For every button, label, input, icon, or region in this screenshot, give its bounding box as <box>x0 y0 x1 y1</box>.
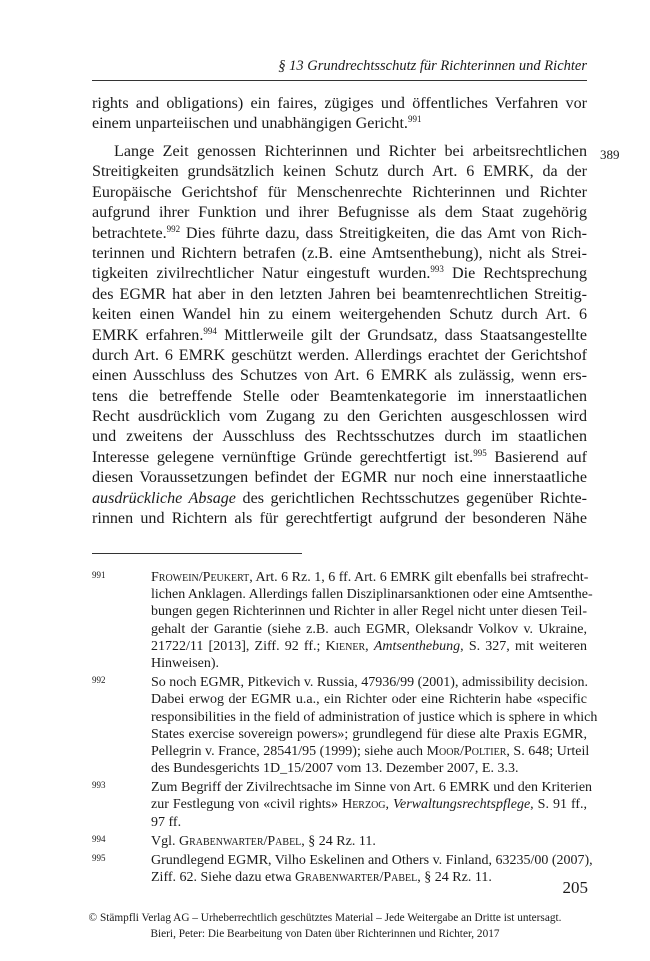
text-line: Recht ausdrücklich vom Zugang zu den Gerichten ausgeschlossen wird <box>92 408 587 426</box>
footnote-separator <box>92 553 302 554</box>
footnote-line: States exercise sovereign powers»; grundlegend für diese alte Praxis EGMR, <box>151 726 587 742</box>
footnote-line: Grundlegend EGMR, Vilho Eskelinen and Others v. Finland, 63235/00 (2007), <box>151 853 593 868</box>
text-line: Streitigkeiten grundsätzlich keinen Schutz durch Art. 6 EMRK, da der <box>92 163 587 181</box>
footnote-line: Ziff. 62. Siehe dazu etwa Grabenwarter/Pabel, § 24 Rz. 11. <box>151 870 492 886</box>
footnote-line: des Bundesgerichts 1D_15/2007 vom 13. Dezember 2007, E. 3.3. <box>151 761 519 777</box>
text-line: Lange Zeit genossen Richterinnen und Richter bei arbeitsrechtlichen <box>114 143 587 160</box>
text-line: betrachtete.$^{992}$ Dies führte dazu, dass Streitigkeiten, die das Amt von Rich- <box>92 223 587 242</box>
footnote-line: zur Festlegung von «civil rights» Herzog, Verwaltungsrechtspflege, S. 91 ff., <box>151 797 588 813</box>
footnote-line: Zum Begriff der Zivilrechtsache im Sinne von Art. 6 EMRK und den Kriterien <box>151 780 593 796</box>
text-line: ausdrückliche Absage des gerichtlichen Rechtsschutzes gegenüber Richte- <box>92 489 588 507</box>
footnote-995 <box>92 852 593 886</box>
footnote-line: So noch EGMR, Pitkevich v. Russia, 47936/99 (2001), admissibility decision. <box>151 675 588 691</box>
footnote-number: 993 <box>92 780 106 791</box>
footnote-line: Pellegrin v. France, 28541/95 (1999); siehe auch Moor/Poltier, S. 648; Urteil <box>151 743 590 759</box>
footnote-line: Dabei erwog der EGMR u.a., ein Richter oder eine Richterin habe «specific <box>151 692 587 708</box>
text-line: EMRK erfahren.$^{994}$ Mittlerweile gilt der Grundsatz, dass Staatsangestellte <box>92 325 588 344</box>
margin-number: 389 <box>600 147 620 162</box>
text-line: Europäische Gerichtshof für Menschenrechte Richterinnen und Richter <box>92 183 587 201</box>
text-line: rights and obligations) ein faires, zügiges und öffentliches Verfahren vor <box>92 95 587 112</box>
page-number: 205 <box>562 878 588 897</box>
footnote-ref[interactable]: 995 <box>473 447 487 458</box>
footnote-993 <box>92 779 593 831</box>
text-line: diesen Voraussetzungen befindet der EGMR nur noch eine innerstaatliche <box>92 469 587 487</box>
footnote-992 <box>92 674 598 777</box>
running-header: § 13 Grundrechtsschutz für Richterinnen und Richter <box>278 58 587 74</box>
footnote-994 <box>92 833 587 850</box>
footnote-number: 992 <box>92 675 106 686</box>
text-line: einen Ausschluss des Schutzes von Art. 6 EMRK als zulässig, wenn ers- <box>92 367 587 385</box>
header-rule <box>92 80 587 81</box>
copyright-notice: © Stämpfli Verlag AG – Urheberrechtlich geschütztes Material – Jede Weitergabe an Dritte ist untersagt. <box>88 912 562 924</box>
footnote-991 <box>92 569 593 672</box>
text-line: keiten einen Wandel hin zu einem weitergehenden Schutz durch Art. 6 <box>92 306 587 324</box>
footnote-line: Frowein/Peukert, Art. 6 Rz. 1, 6 ff. Art. 6 EMRK gilt ebenfalls bei strafrecht- <box>151 570 589 585</box>
footnote-line: lichen Anklagen. Allerdings fallen Disziplinarsanktionen oder eine Amtsenthe- <box>151 587 593 603</box>
footnote-number: 995 <box>92 853 106 863</box>
footnote-line: gehalt der Garantie (siehe z.B. auch EGMR, Oleksandr Volkov v. Ukraine, <box>151 621 587 637</box>
footnote-line: Hinweisen). <box>151 655 220 671</box>
footnote-ref[interactable]: 992 <box>166 223 181 234</box>
footnote-line: 21722/11 [2013], Ziff. 92 ff.; Kiener, Amtsenthebung, S. 327, mit weiteren <box>151 638 588 654</box>
footnote-line: Vgl. Grabenwarter/Pabel, § 24 Rz. 11. <box>151 833 376 849</box>
footnote-line: bungen gegen Richterinnen und Richter in aller Regel nicht unter diesen Teil- <box>151 604 587 620</box>
text-line: Interesse gelegene vernünftige Gründe gerechtfertigt ist.$^{995}$ Basierend auf <box>92 447 587 466</box>
text-line: und zweitens der Ausschluss des Rechtsschutzes durch im staatlichen <box>92 428 587 446</box>
footnote-line: responsibilities in the field of administration of justice which is sphere in which <box>151 709 598 725</box>
text-line: durch Art. 6 EMRK geschützt werden. Allerdings erachtet der Gerichtshof <box>92 346 587 364</box>
text-line: terinnen und Richtern betrafen (z.B. eine Amtsenthebung), nicht als Strei- <box>92 244 587 262</box>
footnote-ref[interactable]: 991 <box>407 114 422 125</box>
footnote-ref[interactable]: 993 <box>430 264 444 275</box>
text-line: aufgrund ihrer Funktion und ihrer Befugnisse als dem Staat zugehörig <box>92 204 587 222</box>
text-line: tigkeiten zivilrechtlicher Natur eingestuft wurden.$^{993}$ Die Rechtsprechung <box>92 264 587 283</box>
footnote-number: 991 <box>92 570 106 580</box>
footnote-number: 994 <box>92 833 106 844</box>
text-line: einem unparteiischen und unabhängigen Gericht.$^{991}$ <box>92 114 422 133</box>
paragraph-main <box>92 142 587 529</box>
footnotes <box>92 569 598 888</box>
text-line: rinnen und Richtern als für gerechtfertigt aufgrund der besonderen Nähe <box>92 510 587 528</box>
footnote-line: 97 ff. <box>151 814 182 830</box>
text-line: des EGMR hat aber in den letzten Jahren bei beamtenrechtlichen Streitig- <box>92 285 587 303</box>
citation-line: Bieri, Peter: Die Bearbeitung von Daten über Richterinnen und Richter, 2017 <box>150 928 500 940</box>
footnote-ref[interactable]: 994 <box>203 325 217 336</box>
paragraph-continued <box>92 94 587 135</box>
text-line: tens die betreffende Stelle oder Beamtenkategorie im innerstaatlichen <box>92 387 587 405</box>
